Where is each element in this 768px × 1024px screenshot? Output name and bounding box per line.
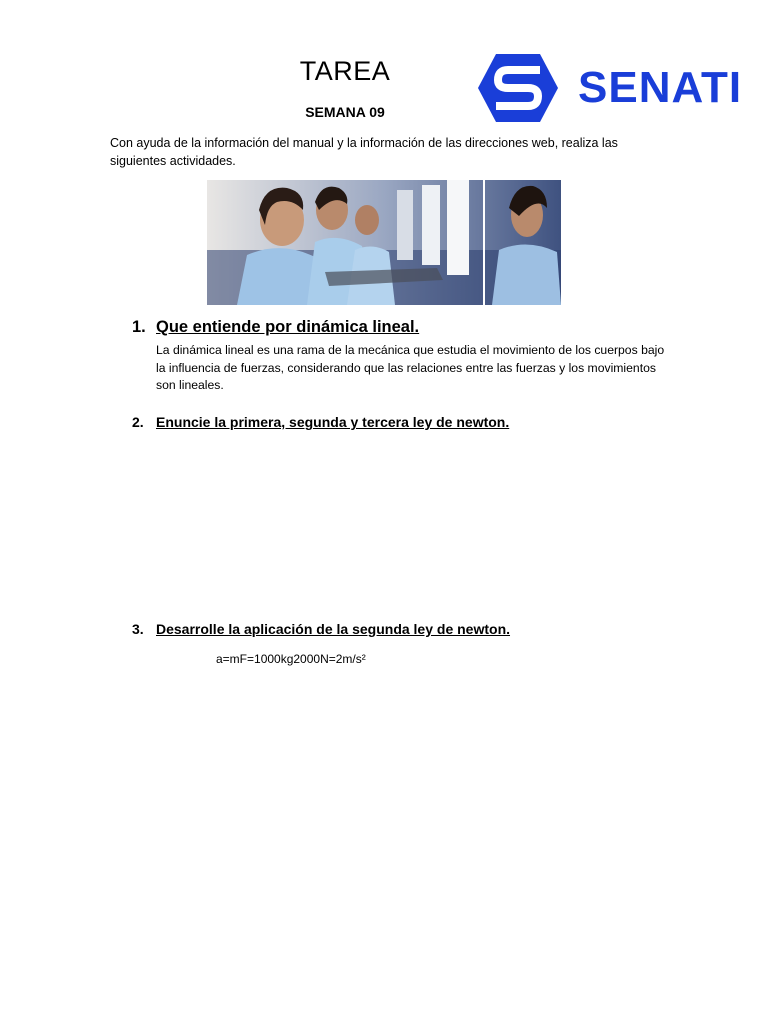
students-computer-lab-photo [207,180,561,305]
question-text: Desarrolle la aplicación de la segunda ley de newton. [156,621,511,637]
question-2 [132,414,692,430]
page-subtitle: SEMANA 09 [305,104,385,120]
question-text: Enuncie la primera, segunda y tercera ley de newton. [156,414,510,430]
question-text: Que entiende por dinámica lineal. [156,318,420,336]
logo-wordmark: SENATI [578,63,743,112]
senati-emblem-icon [478,52,568,124]
senati-logo [478,52,753,124]
formula-answer-3: a=mF=1000kg2000N=2m/s² [216,652,366,666]
answer-1: La dinámica lineal es una rama de la mecánica que estudia el movimiento de los cuerpos bajo la influencia de fuerzas, considerando que las relaciones entre las fuerzas y los movimientos son lineales. [156,343,665,392]
question-number: 1. [132,318,146,336]
question-1 [132,318,692,337]
intro-text: Con ayuda de la información del manual y la información de las direcciones web, realiza las siguientes actividades. [110,136,618,168]
question-number: 2. [132,414,144,430]
question-number: 3. [132,621,144,637]
question-3 [132,621,692,637]
page-title: TAREA [299,56,391,86]
